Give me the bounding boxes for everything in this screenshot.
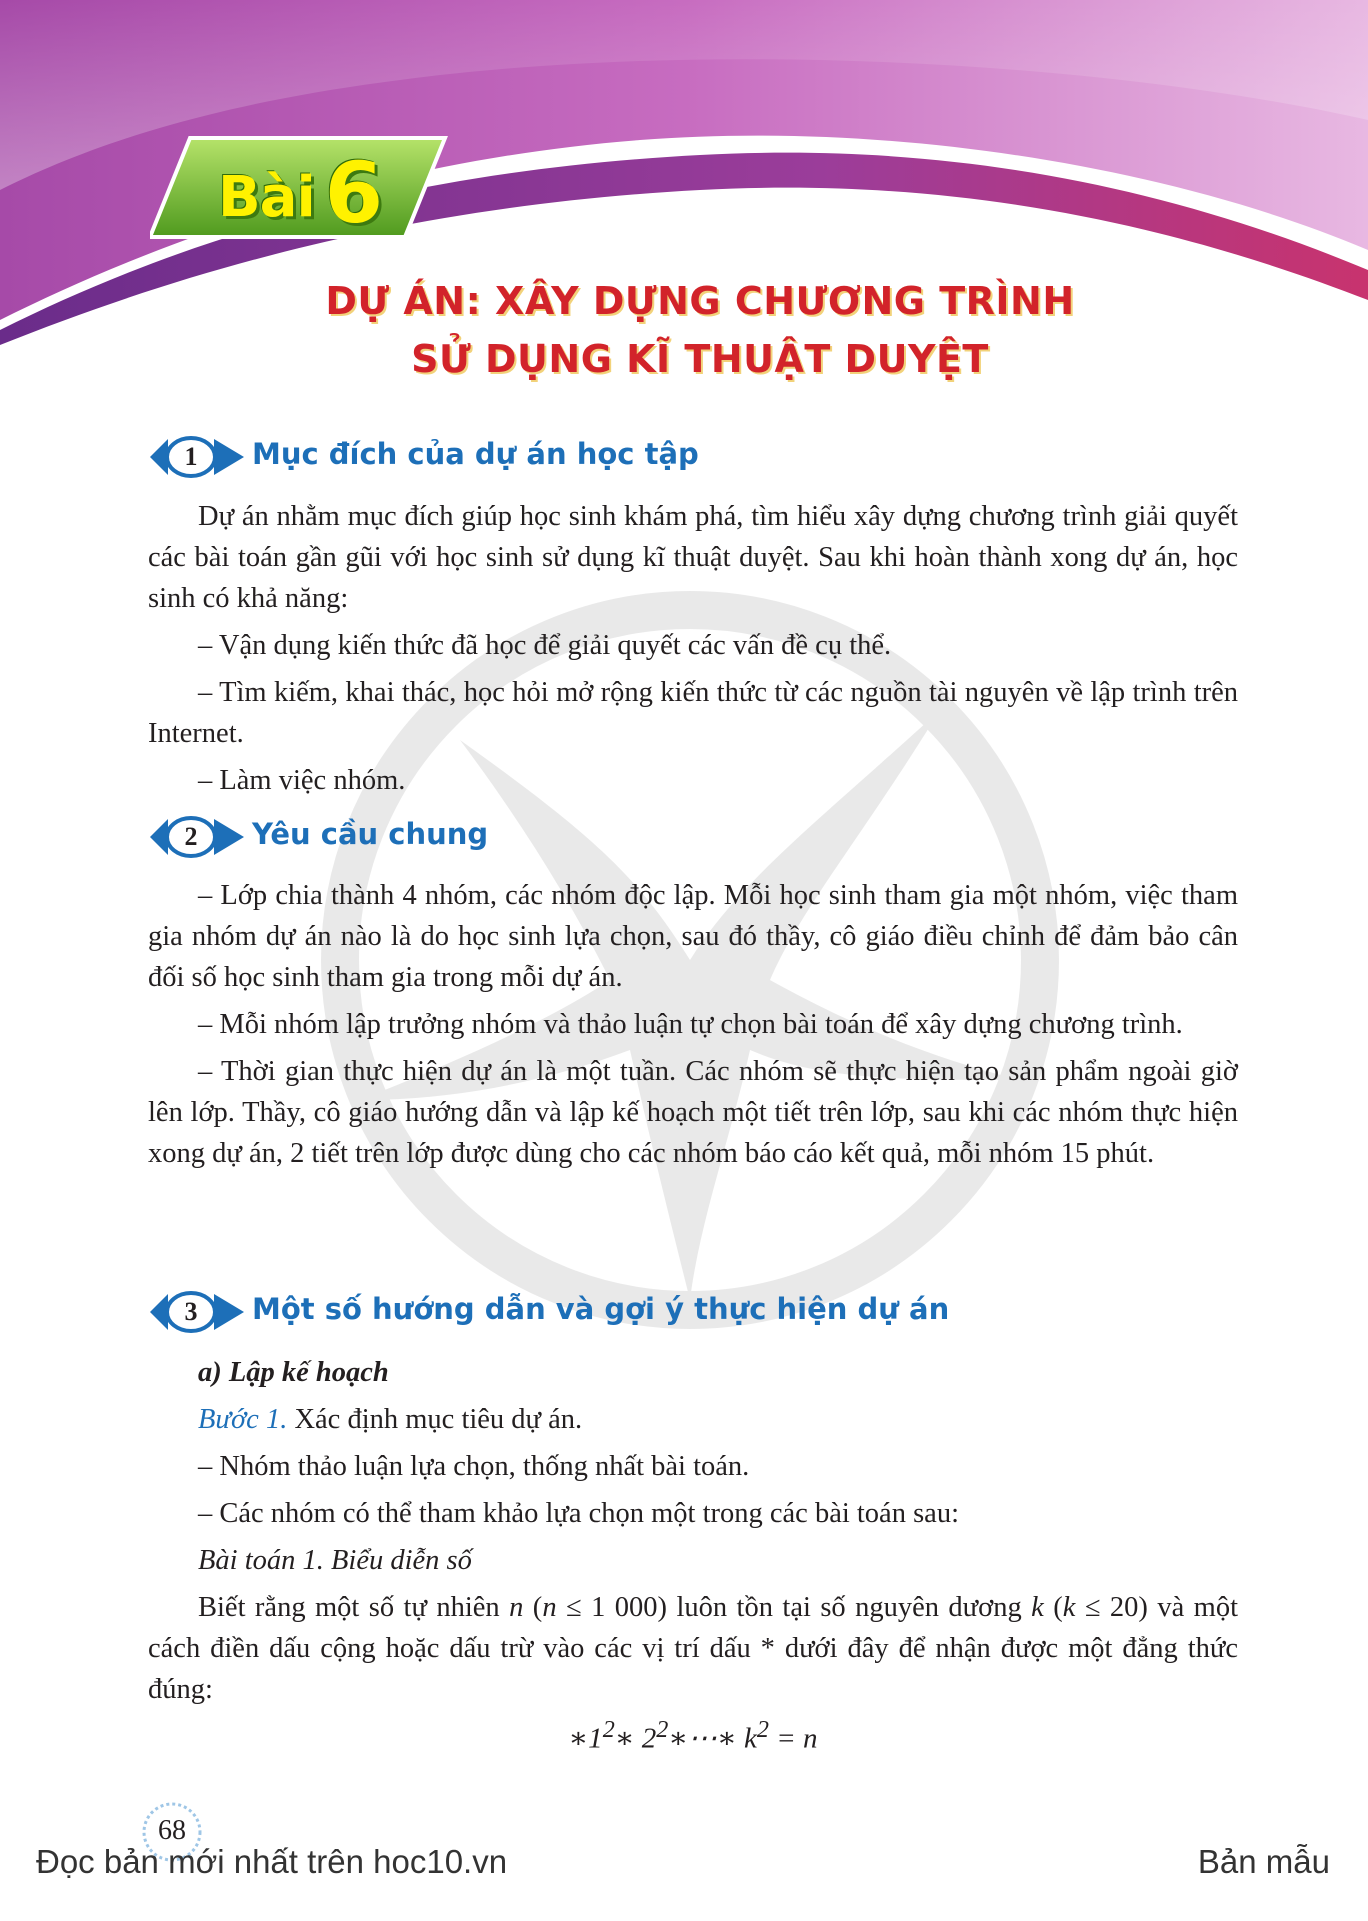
bullet-item: – Vận dụng kiến thức đã học để giải quyết các vấn đề cụ thể. (198, 630, 892, 661)
bullet-item: – Các nhóm có thể tham khảo lựa chọn một trong các bài toán sau: (198, 1498, 959, 1529)
section-1-body (148, 496, 1238, 807)
footer-draft-label: Bản mẫu (1197, 1843, 1330, 1880)
section-title: Mục đích của dự án học tập (252, 437, 699, 471)
bullet-item: – Lớp chia thành 4 nhóm, các nhóm độc lập. Mỗi học sinh tham gia một nhóm, việc tham gia nhóm dự án nào là do học sinh lựa chọn, sau đó thầy, cô giáo điều chỉnh để đảm bảo cân đối số học sinh tham gia trong mỗi dự án. (148, 880, 1238, 993)
page-number: 68 (158, 1815, 186, 1846)
section-number: 1 (184, 442, 198, 471)
lesson-label (218, 138, 384, 242)
paragraph: Dự án nhằm mục đích giúp học sinh khám phá, tìm hiểu xây dựng chương trình giải quyết các bài toán gần gũi với học sinh sử dụng kĩ thuật duyệt. Sau khi hoàn thành xong dự án, học sinh có khả năng: (148, 501, 1238, 614)
step-text: Xác định mục tiêu dự án. (287, 1404, 583, 1435)
section-number: 3 (184, 1297, 198, 1326)
section-2-body (148, 875, 1238, 1180)
step-label: Bước 1. (198, 1404, 288, 1435)
lesson-word: Bài (218, 165, 315, 230)
problem-statement: Biết rằng một số tự nhiên n (n ≤ 1 000) luôn tồn tại số nguyên dương k (k ≤ 20) và một cách điền dấu cộng hoặc dấu trừ vào các vị trí dấu * dưới đây để nhận được một đẳng thức đúng: (148, 1592, 1239, 1705)
section-title: Yêu cầu chung (252, 817, 489, 851)
bullet-item: – Mỗi nhóm lập trưởng nhóm và thảo luận tự chọn bài toán để xây dựng chương trình. (198, 1009, 1183, 1040)
lesson-number: 6 (324, 144, 384, 242)
bullet-item: – Tìm kiếm, khai thác, học hỏi mở rộng kiến thức từ các nguồn tài nguyên về lập trình trên Internet. (148, 677, 1238, 749)
bullet-item: – Nhóm thảo luận lựa chọn, thống nhất bài toán. (198, 1451, 750, 1482)
formula: $∗1^2∗$ $2^2∗\cdots∗$ $k^2 = n$ (568, 1716, 818, 1755)
lesson-title (0, 272, 1368, 388)
bullet-item: – Làm việc nhóm. (198, 765, 406, 796)
section-title: Một số hướng dẫn và gợi ý thực hiện dự án (252, 1292, 950, 1326)
section-3-body (148, 1352, 1238, 1756)
subheading: a) Lập kế hoạch (198, 1357, 389, 1388)
lesson-title-line1: DỰ ÁN: XÂY DỰNG CHƯƠNG TRÌNH (325, 279, 1075, 323)
lesson-title-line2: SỬ DỤNG KĨ THUẬT DUYỆT (411, 337, 989, 381)
footer-source-link[interactable]: Đọc bản mới nhất trên hoc10.vn (36, 1843, 508, 1880)
step-line (148, 1399, 1238, 1440)
problem-title: Bài toán 1. Biểu diễn số (198, 1545, 472, 1576)
bullet-item: – Thời gian thực hiện dự án là một tuần. Các nhóm sẽ thực hiện tạo sản phẩm ngoài giờ lên lớp. Thầy, cô giáo hướng dẫn và lập kế hoạch một tiết trên lớp, sau khi các nhóm thực hiện xong dự án, 2 tiết trên lớp được dùng cho các nhóm báo cáo kết quả, mỗi nhóm 15 phút. (148, 1056, 1238, 1169)
section-number: 2 (184, 822, 198, 851)
